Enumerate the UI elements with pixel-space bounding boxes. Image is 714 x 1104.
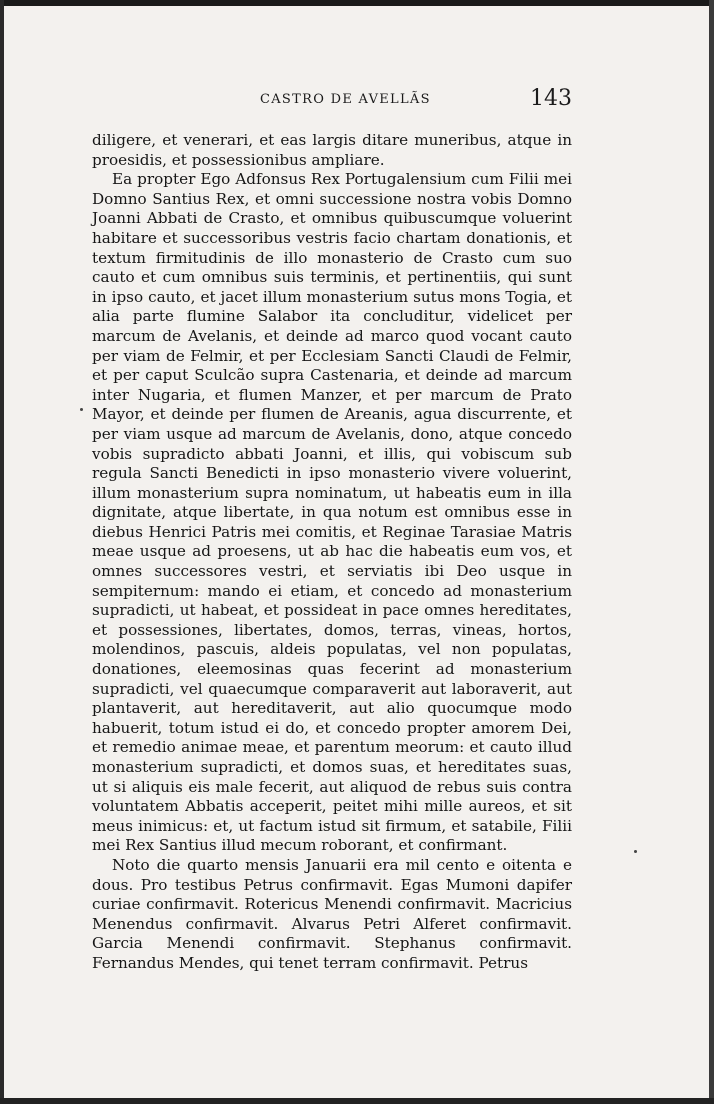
page-number: 143: [530, 86, 572, 111]
scan-edge-right: [709, 0, 714, 1104]
scan-edge-top: [0, 0, 714, 6]
paragraph-1: diligere, et venerari, et eas largis ditare muneribus, atque in proesidis, et possessionibus ampliare.: [92, 131, 572, 169]
body-text: [92, 131, 572, 974]
page-header: [92, 86, 572, 116]
paragraph-3: Noto die quarto mensis Januarii era mil cento e oitenta e dous. Pro testibus Petrus confirmavit. Egas Mumoni dapifer curiae confirmavit. Rotericus Menendi confirmavit. Macricius Menendus confirmavit. Alvarus Petri Alferet confirmavit. Garcia Menendi confirmavit. Stephanus confirmavit. Fernandus Mendes, qui tenet terram confirmavit. Petrus: [92, 855, 572, 972]
margin-speck: [634, 850, 637, 853]
scan-edge-left: [0, 0, 4, 1104]
running-head: CASTRO DE AVELLÃS: [260, 92, 431, 107]
paragraph-2: Ea propter Ego Adfonsus Rex Portugalensium cum Filii mei Domno Santius Rex, et omni successione nostra vobis Domno Joanni Abbati de Crasto, et omnibus quibuscumque voluerint habitare et successoribus vestris facio chartam donationis, et textum firmitudinis de illo monasterio de Crasto cum suo cauto et cum omnibus suis terminis, et pertinentiis, qui sunt in ipso cauto, et jacet illum monasterium sutus mons Togia, et alia parte flumine Salabor ita concluditur, videlicet per marcum de Avelanis, et deinde ad marco quod vocant cauto per viam de Felmir, et per Ecclesiam Sancti Claudi de Felmir, et per caput Sculcão supra Castenaria, et deinde ad marcum inter Nugaria, et flumen Manzer, et per marcum de Prato Mayor, et deinde per flumen de Areanis, agua discurrente, et per viam usque ad marcum de Avelanis, dono, atque concedo vobis supradicto abbati Joanni, et illis, qui vobiscum sub regula Sancti Benedicti in ipso monasterio vivere voluerint, illum monasterium supra nominatum, ut habeatis eum in illa dignitate, atque libertate, in qua notum est omnibus esse in diebus Henrici Patris mei comitis, et Reginae Tarasiae Matris meae usque ad proesens, ut ab hac die habeatis eum vos, et omnes successores vestri, et serviatis ibi Deo usque in sempiternum: mando ei etiam, et concedo ad monasterium supradicti, ut habeat, et possideat in pace omnes hereditates, et possessiones, libertates, domos, terras, vineas, hortos, molendinos, pascuis, aldeis populatas, vel non populatas, donationes, eleemosinas quas fecerint ad monasterium supradicti, vel quaecumque comparaverit aut laboraverit, aut plantaverit, aut hereditaverit, aut alio quocumque modo habuerit, totum istud ei do, et concedo propter amorem Dei, et remedio animae meae, et parentum meorum: et cauto illud monasterium supradicti, et domos suas, et hereditates suas, ut si aliquis eis male fecerit, aut aliquod de rebus suis contra voluntatem Abbatis acceperit, peitet mihi mille aureos, et sit meus inimicus: et, ut factum istud sit firmum, et satabile, Filii mei Rex Santius illud mecum roborant, et confirmant.: [92, 170, 572, 855]
scan-edge-bottom: [0, 1098, 714, 1104]
margin-speck: [80, 408, 83, 411]
